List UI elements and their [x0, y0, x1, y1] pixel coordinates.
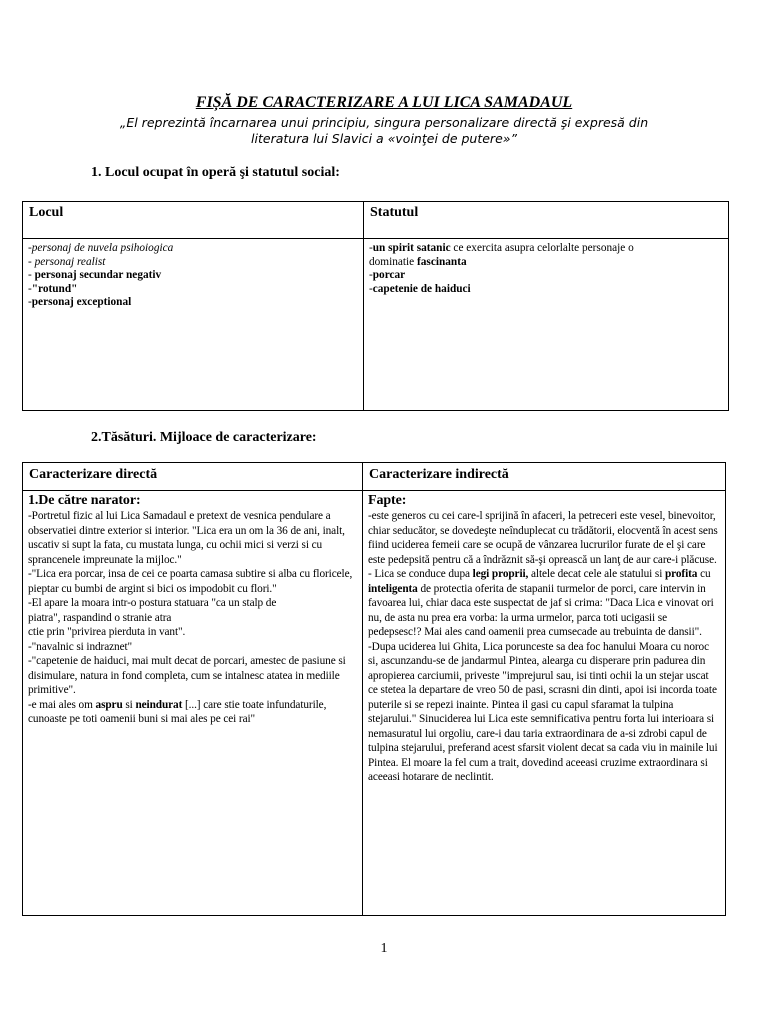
direct-paragraph: -"navalnic si indraznet" — [28, 640, 133, 653]
indirect-paragraph: -este generos cu cei care-l sprijină în afaceri, la petreceri este vesel, binevoitor, chiar seducător, se dovedeşte neînduplecat cu trădătorii, elocventă în acest sens fiind uciderea femeii care se ocupă de vânzarea lucrurilor furate de el şi care este pedepsită pentru că a îndrăznit să-şi oprească un lanţ de aur care-i plăcuse. — [368, 510, 718, 566]
page-number: 1 — [380, 941, 388, 956]
locul-statutul-table — [22, 201, 729, 411]
statutul-item: -porcar — [369, 269, 406, 281]
direct-header: Caracterizare directă — [23, 463, 363, 491]
direct-paragraph: ctie prin "privirea pierduta in vant". — [28, 626, 186, 638]
indirect-paragraph: - Lica se conduce dupa legi proprii, altele decat cele ale statului si profita cu inteligenta de protectia oferita de stapanii turmelor de porci, care intervin in favoarea lui, chiar daca este suspectat de jaf si crima: "Daca Lica e vinovat ori nu, de asta nu prea era vorba: la urma urmelor, parca toti ucigasii se pedepsesc!? Mai ales cand oamenii prea cumsecade au trebuinta de dansii". — [368, 568, 714, 638]
statutul-header: Statutul — [364, 202, 729, 239]
section-1-heading: 1. Locul ocupat în operă şi statutul social: — [91, 165, 340, 180]
quote-line-1: „El reprezintă încarnarea unui principiu, singura personalizare directă şi expresă din — [119, 115, 649, 130]
locul-item: -personaj exceptional — [28, 296, 132, 308]
direct-paragraph: -"Lica era porcar, insa de cei ce poarta camasa subtire si alba cu floricele, pieptar cu bumbi de argint si bici os impodobit cu flori." — [28, 568, 353, 595]
locul-item: -"rotund" — [28, 282, 78, 295]
indirect-header: Caracterizare indirectă — [363, 463, 726, 491]
statutul-item: -un spirit satanic ce exercita asupra celorlalte personaje o — [369, 242, 634, 254]
document-title: FIȘĂ DE CARACTERIZARE A LUI LICA SAMADAUL — [195, 94, 573, 111]
direct-subheading: 1.De către narator: — [28, 493, 141, 508]
indirect-cell — [363, 491, 726, 916]
locul-item: -personaj de nuvela psihoiogica — [28, 242, 174, 254]
locul-cell — [23, 239, 364, 411]
direct-paragraph: piatra", raspandind o stranie atra — [28, 611, 172, 624]
direct-paragraph: -Portretul fizic al lui Lica Samadaul e pretext de vesnica pendulare a observatiei dintre exterior si interior. "Lica era un om la 36 de ani, inalt, uscativ si supt la fata, cu mustata lunga, cu ochii mici si verzi si cu sprancenele impreunate la mijloc." — [28, 510, 345, 566]
indirect-paragraph: -Dupa uciderea lui Ghita, Lica porunceste sa dea foc hanului Moara cu noroc si, ascunzandu-se de jandarmul Pintea, alearga cu disperare prin padurea din apropierea carciumii, priveste "imprejurul sau, isi tinti ochii la un stejar uscat ce stetea la departare de vreo 50 de pasi, scrasni din dinti, apoi isi incorda toate puterile si se repezi inainte. Pintea il gasi cu capul sfaramat la tulpina stejarului." Sinuciderea lui Lica este semnificativa pentru forta lui interioara si nemasuratul lui orgoliu, care-i dau taria extraordinara de a-si zdrobi capul de tulpina stejarului, preferand acest sfarsit violent decat sa cada viu in mainile lui Pintea. El moare la fel cum a trait, dovedind aceeasi cruzime extraordinara si aceeasi hotarare de neclintit. — [368, 640, 718, 783]
epigraph-quote — [100, 115, 668, 147]
statutul-item: -capetenie de haiduci — [369, 282, 471, 295]
section-2-heading: 2.Tăsături. Mijloace de caracterizare: — [91, 430, 317, 445]
caracterizare-table — [22, 462, 726, 916]
direct-paragraph: -e mai ales om aspru si neindurat [...] care stie toate infundaturile, cunoaste pe toti oamenii buni si mai ales pe cei rai" — [28, 698, 327, 725]
locul-item: - personaj secundar negativ — [28, 269, 162, 281]
statutul-cell — [364, 239, 729, 411]
direct-cell — [23, 491, 363, 916]
quote-line-2: literatura lui Slavici a «voinţei de putere»” — [251, 131, 517, 146]
locul-header: Locul — [23, 202, 364, 239]
direct-paragraph: -El apare la moara intr-o postura statuara "ca un stalp de — [28, 597, 277, 609]
locul-item: - personaj realist — [28, 255, 106, 268]
indirect-subheading: Fapte: — [368, 493, 407, 508]
statutul-item: dominatie fascinanta — [369, 255, 467, 268]
direct-paragraph: -"capetenie de haiduci, mai mult decat de porcari, amestec de pasiune si disimulare, natura in fond completa, cum se intalnesc atatea in mediile primitive". — [28, 655, 346, 696]
